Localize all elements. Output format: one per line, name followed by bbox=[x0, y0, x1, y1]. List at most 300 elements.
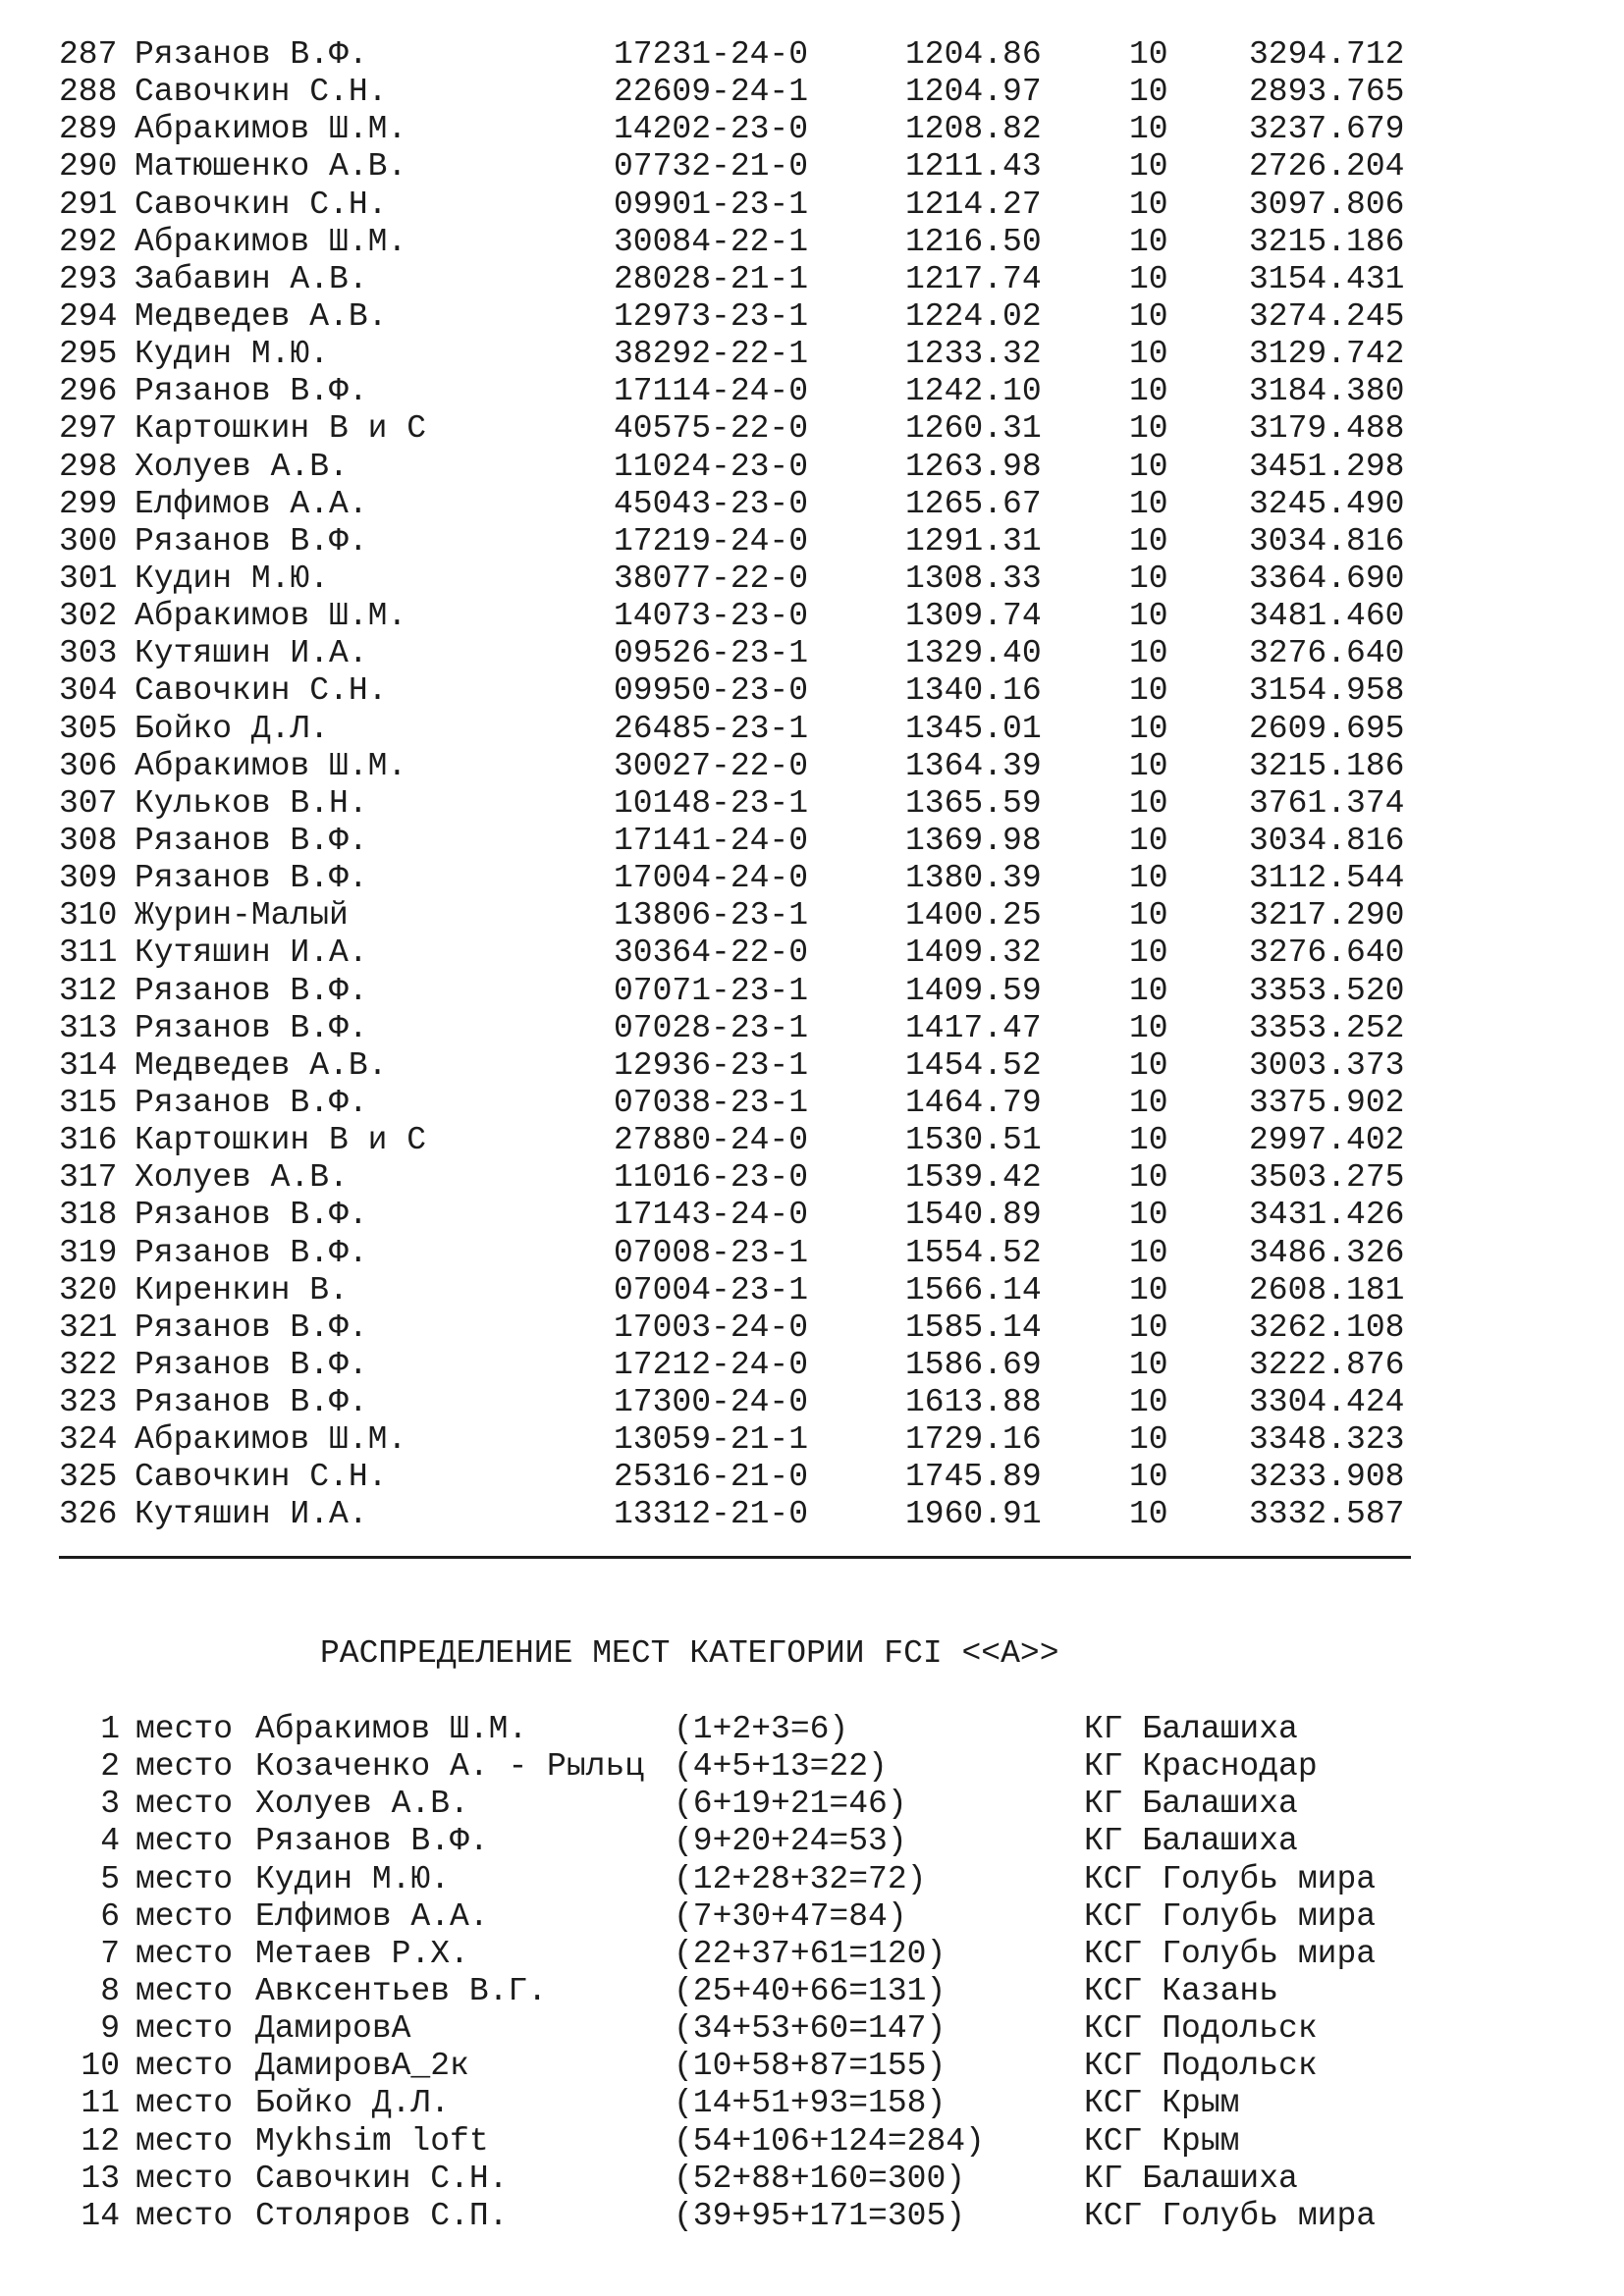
ring-cell: 07732-21-0 bbox=[614, 148, 809, 186]
count-cell: 10 bbox=[1129, 74, 1168, 111]
place-label: место bbox=[135, 2048, 234, 2085]
fancier-cell: Бойко Д.Л. bbox=[255, 2085, 451, 2122]
ring-cell: 26485-23-1 bbox=[614, 710, 809, 747]
results-row bbox=[59, 336, 1445, 373]
fancier-cell: Киренкин В. bbox=[135, 1271, 349, 1308]
points-cell: 2997.402 bbox=[1249, 1122, 1405, 1159]
results-row bbox=[59, 1384, 1445, 1421]
count-cell: 10 bbox=[1129, 784, 1168, 822]
fancier-cell: Картошкин В и С bbox=[135, 410, 427, 448]
ring-cell: 27880-24-0 bbox=[614, 1122, 809, 1159]
fancier-cell: Савочкин С.Н. bbox=[135, 74, 388, 111]
coefficient-cell: 1364.39 bbox=[905, 747, 1042, 784]
results-row bbox=[59, 187, 1445, 224]
results-row bbox=[59, 897, 1445, 934]
coefficient-cell: 1260.31 bbox=[905, 410, 1042, 448]
rank-cell: 288 bbox=[59, 74, 118, 111]
ring-cell: 17231-24-0 bbox=[614, 36, 809, 73]
points-cell: 3217.290 bbox=[1249, 897, 1405, 934]
coefficient-cell: 1400.25 bbox=[905, 897, 1042, 934]
fancier-cell: Абракимов Ш.М. bbox=[135, 111, 407, 148]
count-cell: 10 bbox=[1129, 1197, 1168, 1234]
formula-cell: (14+51+93=158) bbox=[674, 2085, 947, 2122]
count-cell: 10 bbox=[1129, 860, 1168, 897]
place-label: место bbox=[135, 1711, 234, 1747]
place-row bbox=[66, 1823, 1408, 1860]
ring-cell: 07038-23-1 bbox=[614, 1084, 809, 1121]
fancier-cell: Елфимов А.А. bbox=[135, 485, 368, 522]
fancier-cell: Рязанов В.Ф. bbox=[135, 1234, 368, 1271]
ring-cell: 30364-22-0 bbox=[614, 934, 809, 972]
points-cell: 2608.181 bbox=[1249, 1271, 1405, 1308]
place-number-cell: 7 bbox=[100, 1935, 120, 1972]
ring-cell: 09526-23-1 bbox=[614, 635, 809, 672]
coefficient-cell: 1365.59 bbox=[905, 784, 1042, 822]
places-list bbox=[66, 1711, 1408, 2235]
coefficient-cell: 1369.98 bbox=[905, 822, 1042, 859]
points-cell: 3451.298 bbox=[1249, 448, 1405, 485]
points-cell: 3364.690 bbox=[1249, 560, 1405, 597]
fancier-cell: Абракимов Ш.М. bbox=[135, 598, 407, 635]
fancier-cell: Козаченко А. - Рыльц bbox=[255, 1748, 645, 1786]
formula-cell: (4+5+13=22) bbox=[674, 1748, 888, 1786]
results-row bbox=[59, 973, 1445, 1010]
fancier-cell: Рязанов В.Ф. bbox=[135, 1197, 368, 1234]
points-cell: 3154.431 bbox=[1249, 260, 1405, 297]
club-cell: КСГ Голубь мира bbox=[1084, 1935, 1377, 1972]
place-number-cell: 5 bbox=[100, 1860, 120, 1897]
fancier-cell: Бойко Д.Л. bbox=[135, 710, 330, 747]
coefficient-cell: 1585.14 bbox=[905, 1308, 1042, 1346]
place-number-cell: 4 bbox=[100, 1823, 120, 1860]
coefficient-cell: 1309.74 bbox=[905, 598, 1042, 635]
place-label: место bbox=[135, 1897, 234, 1935]
fancier-cell: Савочкин С.Н. bbox=[135, 1459, 388, 1496]
count-cell: 10 bbox=[1129, 1046, 1168, 1084]
count-cell: 10 bbox=[1129, 186, 1168, 223]
points-cell: 3304.424 bbox=[1249, 1384, 1405, 1421]
count-cell: 10 bbox=[1129, 36, 1168, 73]
count-cell: 10 bbox=[1129, 1234, 1168, 1271]
rank-cell: 313 bbox=[59, 1009, 118, 1046]
place-number-cell: 8 bbox=[100, 1972, 120, 2009]
rank-cell: 301 bbox=[59, 560, 118, 597]
results-row bbox=[59, 1159, 1445, 1197]
results-row bbox=[59, 1272, 1445, 1309]
ring-cell: 40575-22-0 bbox=[614, 410, 809, 448]
coefficient-cell: 1291.31 bbox=[905, 522, 1042, 560]
club-cell: КСГ Крым bbox=[1084, 2122, 1240, 2160]
points-cell: 3245.490 bbox=[1249, 485, 1405, 522]
fancier-cell: Рязанов В.Ф. bbox=[135, 522, 368, 560]
formula-cell: (6+19+21=46) bbox=[674, 1786, 907, 1823]
coefficient-cell: 1586.69 bbox=[905, 1346, 1042, 1383]
fancier-cell: Столяров С.П. bbox=[255, 2197, 509, 2234]
fancier-cell: Рязанов В.Ф. bbox=[135, 1084, 368, 1121]
results-row bbox=[59, 1347, 1445, 1384]
club-cell: КГ Балашиха bbox=[1084, 2160, 1298, 2197]
count-cell: 10 bbox=[1129, 747, 1168, 784]
points-cell: 3034.816 bbox=[1249, 822, 1405, 859]
points-cell: 3222.876 bbox=[1249, 1346, 1405, 1383]
rank-cell: 323 bbox=[59, 1384, 118, 1421]
place-row bbox=[66, 1786, 1408, 1823]
fancier-cell: Рязанов В.Ф. bbox=[135, 1308, 368, 1346]
coefficient-cell: 1204.86 bbox=[905, 36, 1042, 73]
points-cell: 3154.958 bbox=[1249, 672, 1405, 710]
rank-cell: 309 bbox=[59, 860, 118, 897]
count-cell: 10 bbox=[1129, 373, 1168, 410]
coefficient-cell: 1208.82 bbox=[905, 111, 1042, 148]
fancier-cell: Савочкин С.Н. bbox=[135, 672, 388, 710]
coefficient-cell: 1265.67 bbox=[905, 485, 1042, 522]
points-cell: 3237.679 bbox=[1249, 111, 1405, 148]
place-number-cell: 11 bbox=[81, 2085, 120, 2122]
count-cell: 10 bbox=[1129, 635, 1168, 672]
place-row bbox=[66, 2123, 1408, 2161]
fancier-cell: Кульков В.Н. bbox=[135, 784, 368, 822]
ring-cell: 22609-24-1 bbox=[614, 74, 809, 111]
rank-cell: 306 bbox=[59, 747, 118, 784]
points-cell: 3353.520 bbox=[1249, 972, 1405, 1009]
fancier-cell: Кутяшин И.А. bbox=[135, 635, 368, 672]
count-cell: 10 bbox=[1129, 1308, 1168, 1346]
place-label: место bbox=[135, 2010, 234, 2048]
coefficient-cell: 1340.16 bbox=[905, 672, 1042, 710]
fancier-cell: Абракимов Ш.М. bbox=[255, 1711, 528, 1747]
rank-cell: 319 bbox=[59, 1234, 118, 1271]
formula-cell: (9+20+24=53) bbox=[674, 1823, 907, 1860]
count-cell: 10 bbox=[1129, 934, 1168, 972]
place-row bbox=[66, 2010, 1408, 2048]
points-cell: 2893.765 bbox=[1249, 74, 1405, 111]
fancier-cell: ДамировА bbox=[255, 2010, 411, 2048]
count-cell: 10 bbox=[1129, 223, 1168, 260]
coefficient-cell: 1540.89 bbox=[905, 1197, 1042, 1234]
points-cell: 3276.640 bbox=[1249, 635, 1405, 672]
place-number-cell: 9 bbox=[100, 2010, 120, 2048]
formula-cell: (54+106+124=284) bbox=[674, 2122, 985, 2160]
coefficient-cell: 1214.27 bbox=[905, 186, 1042, 223]
count-cell: 10 bbox=[1129, 1084, 1168, 1121]
points-cell: 3481.460 bbox=[1249, 598, 1405, 635]
count-cell: 10 bbox=[1129, 522, 1168, 560]
ring-cell: 30084-22-1 bbox=[614, 223, 809, 260]
count-cell: 10 bbox=[1129, 1421, 1168, 1459]
formula-cell: (22+37+61=120) bbox=[674, 1935, 947, 1972]
fancier-cell: Рязанов В.Ф. bbox=[135, 1384, 368, 1421]
rank-cell: 326 bbox=[59, 1496, 118, 1533]
horizontal-divider bbox=[59, 1556, 1411, 1559]
points-cell: 3215.186 bbox=[1249, 747, 1405, 784]
rank-cell: 296 bbox=[59, 373, 118, 410]
coefficient-cell: 1224.02 bbox=[905, 297, 1042, 335]
rank-cell: 300 bbox=[59, 522, 118, 560]
ring-cell: 38077-22-0 bbox=[614, 560, 809, 597]
results-row bbox=[59, 1010, 1445, 1047]
count-cell: 10 bbox=[1129, 410, 1168, 448]
results-row bbox=[59, 823, 1445, 860]
points-cell: 3179.488 bbox=[1249, 410, 1405, 448]
ring-cell: 10148-23-1 bbox=[614, 784, 809, 822]
points-cell: 3215.186 bbox=[1249, 223, 1405, 260]
coefficient-cell: 1263.98 bbox=[905, 448, 1042, 485]
results-row bbox=[59, 598, 1445, 635]
count-cell: 10 bbox=[1129, 822, 1168, 859]
rank-cell: 295 bbox=[59, 336, 118, 373]
place-number-cell: 2 bbox=[100, 1748, 120, 1786]
coefficient-cell: 1613.88 bbox=[905, 1384, 1042, 1421]
points-cell: 3294.712 bbox=[1249, 36, 1405, 73]
place-label: место bbox=[135, 1823, 234, 1860]
ring-cell: 17143-24-0 bbox=[614, 1197, 809, 1234]
place-number-cell: 6 bbox=[100, 1897, 120, 1935]
place-label: место bbox=[135, 2085, 234, 2122]
ring-cell: 17219-24-0 bbox=[614, 522, 809, 560]
fancier-cell: Холуев А.В. bbox=[135, 1159, 349, 1197]
coefficient-cell: 1539.42 bbox=[905, 1159, 1042, 1197]
results-row bbox=[59, 298, 1445, 336]
fancier-cell: Медведев А.В. bbox=[135, 297, 388, 335]
place-number-cell: 1 bbox=[100, 1711, 120, 1747]
coefficient-cell: 1204.97 bbox=[905, 74, 1042, 111]
place-number-cell: 14 bbox=[81, 2197, 120, 2234]
ring-cell: 12936-23-1 bbox=[614, 1046, 809, 1084]
results-row bbox=[59, 74, 1445, 111]
results-row bbox=[59, 373, 1445, 410]
place-label: место bbox=[135, 1972, 234, 2009]
count-cell: 10 bbox=[1129, 1159, 1168, 1197]
points-cell: 3112.544 bbox=[1249, 860, 1405, 897]
rank-cell: 298 bbox=[59, 448, 118, 485]
rank-cell: 289 bbox=[59, 111, 118, 148]
points-cell: 3353.252 bbox=[1249, 1009, 1405, 1046]
rank-cell: 297 bbox=[59, 410, 118, 448]
ring-cell: 07004-23-1 bbox=[614, 1271, 809, 1308]
fancier-cell: Холуев А.В. bbox=[255, 1786, 469, 1823]
place-number-cell: 13 bbox=[81, 2160, 120, 2197]
formula-cell: (12+28+32=72) bbox=[674, 1860, 927, 1897]
rank-cell: 310 bbox=[59, 897, 118, 934]
results-row bbox=[59, 449, 1445, 486]
results-row bbox=[59, 523, 1445, 561]
count-cell: 10 bbox=[1129, 1346, 1168, 1383]
points-cell: 3034.816 bbox=[1249, 522, 1405, 560]
count-cell: 10 bbox=[1129, 1384, 1168, 1421]
rank-cell: 325 bbox=[59, 1459, 118, 1496]
club-cell: КСГ Казань bbox=[1084, 1972, 1279, 2009]
place-row bbox=[66, 2198, 1408, 2235]
count-cell: 10 bbox=[1129, 1009, 1168, 1046]
points-cell: 3486.326 bbox=[1249, 1234, 1405, 1271]
coefficient-cell: 1454.52 bbox=[905, 1046, 1042, 1084]
count-cell: 10 bbox=[1129, 672, 1168, 710]
rank-cell: 318 bbox=[59, 1197, 118, 1234]
points-cell: 3184.380 bbox=[1249, 373, 1405, 410]
coefficient-cell: 1380.39 bbox=[905, 860, 1042, 897]
count-cell: 10 bbox=[1129, 598, 1168, 635]
fancier-cell: Савочкин С.Н. bbox=[135, 186, 388, 223]
club-cell: КСГ Голубь мира bbox=[1084, 1860, 1377, 1897]
fancier-cell: Забавин А.В. bbox=[135, 260, 368, 297]
results-row bbox=[59, 1122, 1445, 1159]
formula-cell: (1+2+3=6) bbox=[674, 1711, 849, 1747]
ring-cell: 09950-23-0 bbox=[614, 672, 809, 710]
place-label: место bbox=[135, 1935, 234, 1972]
club-cell: КСГ Голубь мира bbox=[1084, 2197, 1377, 2234]
results-row bbox=[59, 934, 1445, 972]
count-cell: 10 bbox=[1129, 1496, 1168, 1533]
count-cell: 10 bbox=[1129, 560, 1168, 597]
points-cell: 3097.806 bbox=[1249, 186, 1405, 223]
formula-cell: (25+40+66=131) bbox=[674, 1972, 947, 2009]
coefficient-cell: 1409.32 bbox=[905, 934, 1042, 972]
rank-cell: 307 bbox=[59, 784, 118, 822]
fancier-cell: Абракимов Ш.М. bbox=[135, 1421, 407, 1459]
points-cell: 3129.742 bbox=[1249, 336, 1405, 373]
points-cell: 3431.426 bbox=[1249, 1197, 1405, 1234]
coefficient-cell: 1233.32 bbox=[905, 336, 1042, 373]
rank-cell: 314 bbox=[59, 1046, 118, 1084]
ring-cell: 17141-24-0 bbox=[614, 822, 809, 859]
fancier-cell: Рязанов В.Ф. bbox=[135, 1346, 368, 1383]
results-row bbox=[59, 224, 1445, 261]
coefficient-cell: 1216.50 bbox=[905, 223, 1042, 260]
points-cell: 3332.587 bbox=[1249, 1496, 1405, 1533]
count-cell: 10 bbox=[1129, 148, 1168, 186]
results-row bbox=[59, 711, 1445, 748]
place-label: место bbox=[135, 2160, 234, 2197]
results-table bbox=[59, 36, 1445, 1534]
ring-cell: 25316-21-0 bbox=[614, 1459, 809, 1496]
results-row bbox=[59, 1047, 1445, 1085]
place-row bbox=[66, 1973, 1408, 2010]
section-title: РАСПРЕДЕЛЕНИЕ МЕСТ КАТЕГОРИИ FCI <<А>> bbox=[320, 1635, 1059, 1672]
rank-cell: 292 bbox=[59, 223, 118, 260]
ring-cell: 07071-23-1 bbox=[614, 972, 809, 1009]
place-label: место bbox=[135, 2197, 234, 2234]
results-row bbox=[59, 785, 1445, 823]
fancier-cell: ДамировА_2к bbox=[255, 2048, 469, 2085]
fancier-cell: Рязанов В.Ф. bbox=[135, 860, 368, 897]
club-cell: КСГ Подольск bbox=[1084, 2010, 1318, 2048]
club-cell: КСГ Подольск bbox=[1084, 2048, 1318, 2085]
rank-cell: 303 bbox=[59, 635, 118, 672]
formula-cell: (39+95+171=305) bbox=[674, 2197, 966, 2234]
place-label: место bbox=[135, 2122, 234, 2160]
ring-cell: 07008-23-1 bbox=[614, 1234, 809, 1271]
place-row bbox=[66, 1898, 1408, 1936]
club-cell: КГ Балашиха bbox=[1084, 1823, 1298, 1860]
rank-cell: 294 bbox=[59, 297, 118, 335]
fancier-cell: Рязанов В.Ф. bbox=[135, 36, 368, 73]
club-cell: КГ Балашиха bbox=[1084, 1711, 1298, 1747]
formula-cell: (52+88+160=300) bbox=[674, 2160, 966, 2197]
rank-cell: 317 bbox=[59, 1159, 118, 1197]
ring-cell: 13312-21-0 bbox=[614, 1496, 809, 1533]
fancier-cell: Mykhsim loft bbox=[255, 2122, 489, 2160]
fancier-cell: Рязанов В.Ф. bbox=[255, 1823, 489, 1860]
count-cell: 10 bbox=[1129, 297, 1168, 335]
place-number-cell: 3 bbox=[100, 1786, 120, 1823]
count-cell: 10 bbox=[1129, 260, 1168, 297]
club-cell: КГ Краснодар bbox=[1084, 1748, 1318, 1786]
count-cell: 10 bbox=[1129, 897, 1168, 934]
place-row bbox=[66, 1748, 1408, 1786]
place-label: место bbox=[135, 1786, 234, 1823]
coefficient-cell: 1345.01 bbox=[905, 710, 1042, 747]
place-row bbox=[66, 1711, 1408, 1748]
results-row bbox=[59, 1496, 1445, 1533]
count-cell: 10 bbox=[1129, 111, 1168, 148]
points-cell: 3262.108 bbox=[1249, 1308, 1405, 1346]
fancier-cell: Елфимов А.А. bbox=[255, 1897, 489, 1935]
rank-cell: 305 bbox=[59, 710, 118, 747]
coefficient-cell: 1566.14 bbox=[905, 1271, 1042, 1308]
ring-cell: 07028-23-1 bbox=[614, 1009, 809, 1046]
ring-cell: 38292-22-1 bbox=[614, 336, 809, 373]
points-cell: 3003.373 bbox=[1249, 1046, 1405, 1084]
rank-cell: 315 bbox=[59, 1084, 118, 1121]
coefficient-cell: 1729.16 bbox=[905, 1421, 1042, 1459]
rank-cell: 311 bbox=[59, 934, 118, 972]
formula-cell: (7+30+47=84) bbox=[674, 1897, 907, 1935]
coefficient-cell: 1409.59 bbox=[905, 972, 1042, 1009]
results-row bbox=[59, 860, 1445, 897]
results-row bbox=[59, 1309, 1445, 1347]
formula-cell: (34+53+60=147) bbox=[674, 2010, 947, 2048]
rank-cell: 322 bbox=[59, 1346, 118, 1383]
place-label: место bbox=[135, 1860, 234, 1897]
place-number-cell: 12 bbox=[81, 2122, 120, 2160]
rank-cell: 302 bbox=[59, 598, 118, 635]
place-row bbox=[66, 1861, 1408, 1898]
results-row bbox=[59, 672, 1445, 710]
rank-cell: 304 bbox=[59, 672, 118, 710]
count-cell: 10 bbox=[1129, 485, 1168, 522]
coefficient-cell: 1217.74 bbox=[905, 260, 1042, 297]
count-cell: 10 bbox=[1129, 710, 1168, 747]
ring-cell: 09901-23-1 bbox=[614, 186, 809, 223]
results-row bbox=[59, 561, 1445, 598]
rank-cell: 291 bbox=[59, 186, 118, 223]
results-row bbox=[59, 1197, 1445, 1234]
rank-cell: 293 bbox=[59, 260, 118, 297]
fancier-cell: Кудин М.Ю. bbox=[135, 560, 330, 597]
ring-cell: 17300-24-0 bbox=[614, 1384, 809, 1421]
fancier-cell: Картошкин В и С bbox=[135, 1122, 427, 1159]
ring-cell: 17003-24-0 bbox=[614, 1308, 809, 1346]
coefficient-cell: 1530.51 bbox=[905, 1122, 1042, 1159]
fancier-cell: Холуев А.В. bbox=[135, 448, 349, 485]
points-cell: 3233.908 bbox=[1249, 1459, 1405, 1496]
rank-cell: 299 bbox=[59, 485, 118, 522]
ring-cell: 11024-23-0 bbox=[614, 448, 809, 485]
fancier-cell: Абракимов Ш.М. bbox=[135, 223, 407, 260]
count-cell: 10 bbox=[1129, 1459, 1168, 1496]
rank-cell: 324 bbox=[59, 1421, 118, 1459]
coefficient-cell: 1308.33 bbox=[905, 560, 1042, 597]
fancier-cell: Кутяшин И.А. bbox=[135, 934, 368, 972]
fancier-cell: Авксентьев В.Г. bbox=[255, 1972, 548, 2009]
fancier-cell: Рязанов В.Ф. bbox=[135, 972, 368, 1009]
rank-cell: 308 bbox=[59, 822, 118, 859]
rank-cell: 321 bbox=[59, 1308, 118, 1346]
rank-cell: 320 bbox=[59, 1271, 118, 1308]
points-cell: 3375.902 bbox=[1249, 1084, 1405, 1121]
fancier-cell: Матюшенко А.В. bbox=[135, 148, 407, 186]
club-cell: КГ Балашиха bbox=[1084, 1786, 1298, 1823]
